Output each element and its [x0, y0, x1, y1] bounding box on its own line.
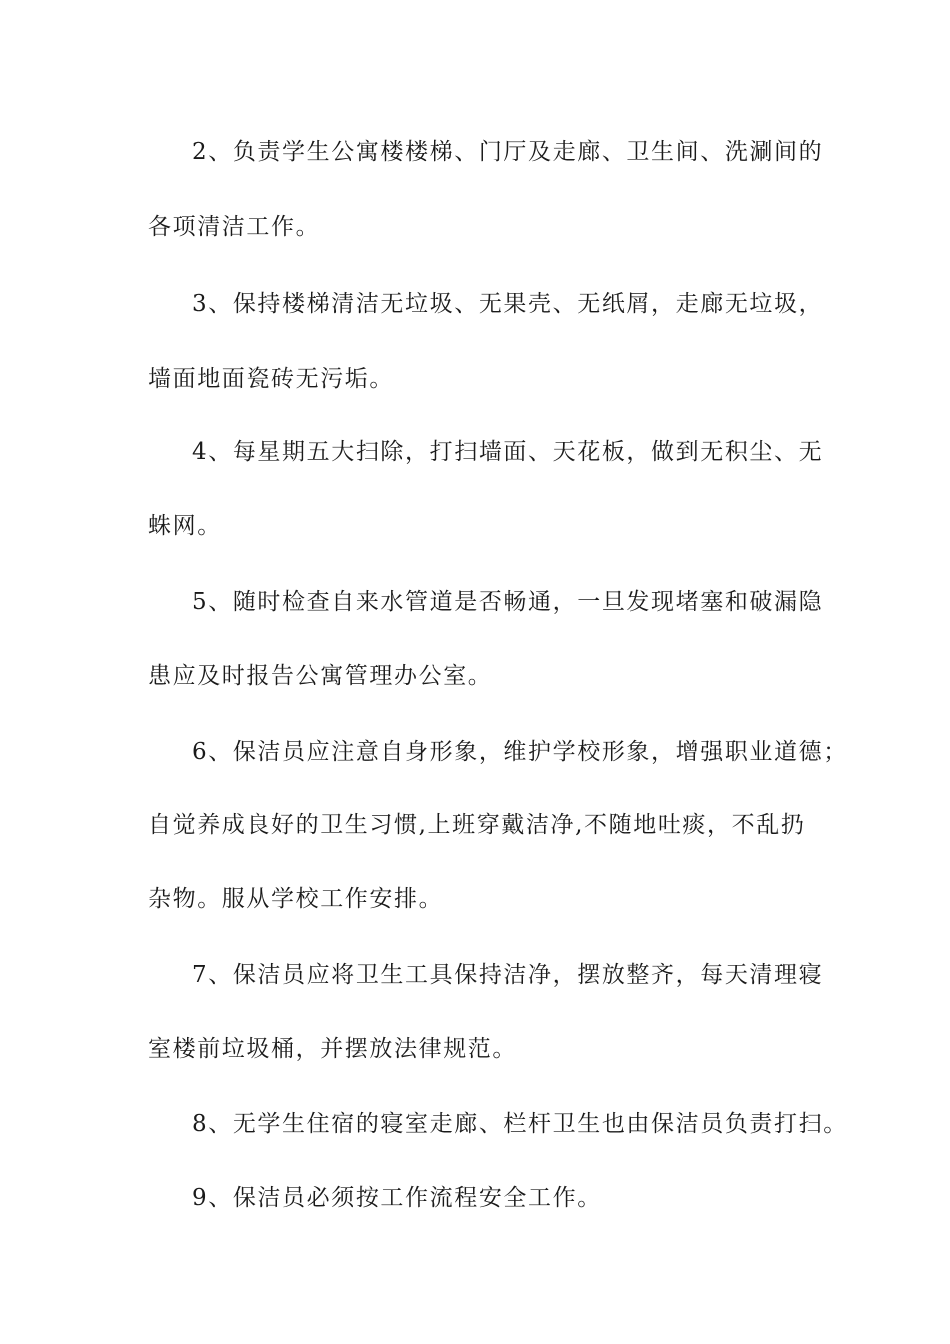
item-8-line-1: 8、无学生住宿的寝室走廊、栏杆卫生也由保洁员负责打扫。	[192, 1111, 848, 1137]
item-6-line-3: 杂物。服从学校工作安排。	[148, 886, 444, 912]
item-4-line-1: 4、每星期五大扫除，打扫墙面、天花板，做到无积尘、无	[192, 439, 824, 465]
item-7-line-1: 7、保洁员应将卫生工具保持洁净，摆放整齐，每天清理寝	[192, 962, 824, 988]
item-4-line-2: 蛛网。	[148, 513, 222, 539]
item-3-line-2: 墙面地面瓷砖无污垢。	[148, 366, 394, 392]
item-5-line-2: 患应及时报告公寓管理办公室。	[148, 663, 493, 689]
item-6-line-1: 6、保洁员应注意自身形象，维护学校形象，增强职业道德；	[192, 739, 848, 765]
item-9-line-1: 9、保洁员必须按工作流程安全工作。	[192, 1185, 602, 1211]
item-6-line-2: 自觉养成良好的卫生习惯,上班穿戴洁净,不随地吐痰，不乱扔	[148, 812, 806, 838]
item-2-line-2: 各项清洁工作。	[148, 214, 321, 240]
item-5-line-1: 5、随时检查自来水管道是否畅通，一旦发现堵塞和破漏隐	[192, 589, 824, 615]
item-3-line-1: 3、保持楼梯清洁无垃圾、无果壳、无纸屑，走廊无垃圾，	[192, 291, 824, 317]
item-2-line-1: 2、负责学生公寓楼楼梯、门厅及走廊、卫生间、洗涮间的	[192, 139, 824, 165]
item-7-line-2: 室楼前垃圾桶，并摆放法律规范。	[148, 1036, 517, 1062]
